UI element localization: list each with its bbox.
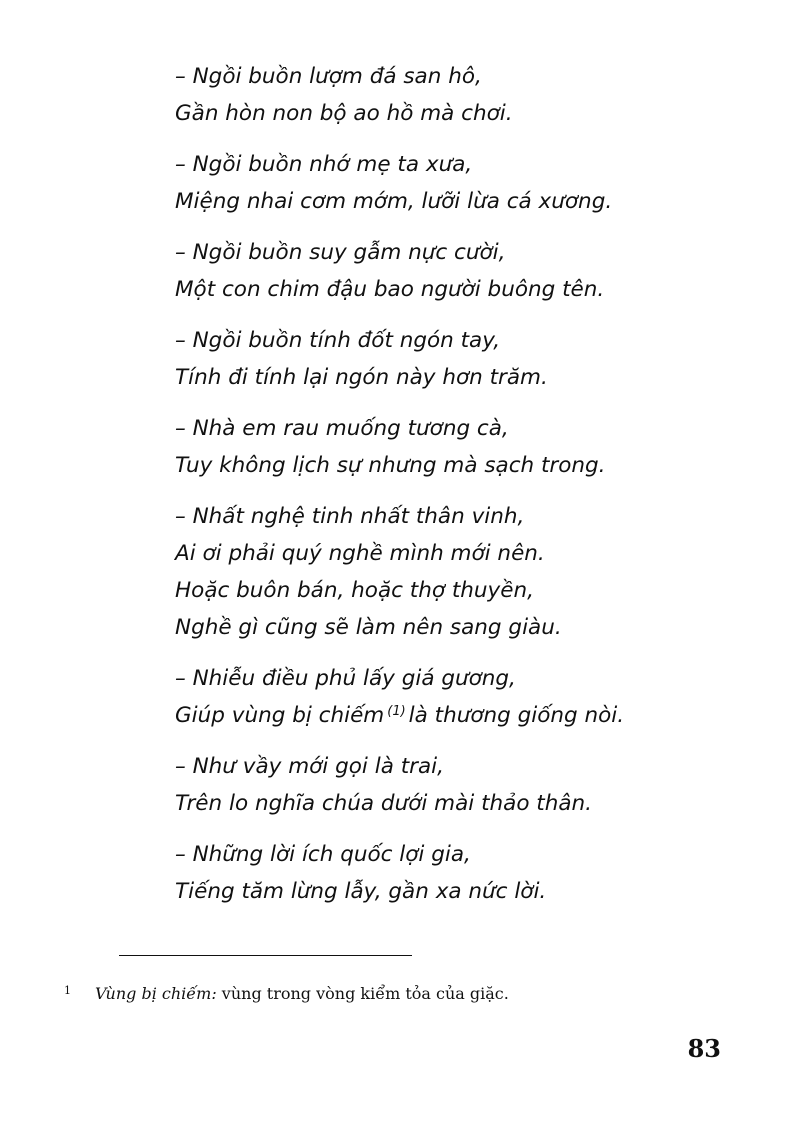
stanza-5: [175, 410, 735, 484]
poem-line: Tiếng tăm lừng lẫy, gần xa nức lời.: [175, 879, 547, 904]
stanza-8: [175, 748, 735, 822]
poem-line: – Như vầy mới gọi là trai,: [175, 754, 444, 779]
poem-line: Một con chim đậu bao người buông tên.: [175, 277, 605, 302]
poem-line: – Ngồi buồn nhớ mẹ ta xưa,: [175, 152, 473, 177]
footnote-ref-marker: (1): [387, 704, 406, 719]
stanza-2: [175, 146, 735, 220]
poem-line: Tính đi tính lại ngón này hơn trăm.: [175, 365, 548, 390]
poem-line: Hoặc buôn bán, hoặc thợ thuyền,: [175, 578, 534, 603]
page-number: 83: [687, 1034, 721, 1063]
stanza-4: [175, 322, 735, 396]
poem-line: Trên lo nghĩa chúa dưới mài thảo thân.: [175, 791, 592, 816]
ref-line-before: Giúp vùng bị chiếm: [175, 703, 385, 728]
poem-line: Miệng nhai cơm mớm, lưỡi lừa cá xương.: [175, 189, 613, 214]
poem-line: – Ngồi buồn tính đốt ngón tay,: [175, 328, 501, 353]
stanza-1: [175, 58, 735, 132]
footnote-text: vùng trong vòng kiểm tỏa của giặc.: [216, 984, 509, 1003]
poem-line: – Nhà em rau muống tương cà,: [175, 416, 509, 441]
stanza-9: [175, 836, 735, 910]
poem-line: – Những lời ích quốc lợi gia,: [175, 842, 471, 867]
footnote-number: 1: [64, 984, 71, 997]
footnote-term: Vùng bị chiếm:: [95, 984, 217, 1003]
footnote: [64, 984, 744, 1003]
poem-line-with-footnote-ref: [175, 697, 735, 734]
poem: [175, 58, 735, 924]
poem-line: Gần hòn non bộ ao hồ mà chơi.: [175, 101, 513, 126]
stanza-3: [175, 234, 735, 308]
footnote-divider: [119, 955, 412, 956]
poem-line: Tuy không lịch sự nhưng mà sạch trong.: [175, 453, 606, 478]
poem-line: – Nhất nghệ tinh nhất thân vinh,: [175, 504, 525, 529]
ref-line-after: là thương giống nòi.: [408, 703, 625, 728]
poem-line: Ai ơi phải quý nghề mình mới nên.: [175, 541, 545, 566]
poem-line: – Ngồi buồn suy gẫm nực cười,: [175, 240, 506, 265]
poem-line: – Ngồi buồn lượm đá san hô,: [175, 64, 482, 89]
stanza-7: [175, 660, 735, 734]
stanza-6: [175, 498, 735, 646]
poem-line: – Nhiễu điều phủ lấy giá gương,: [175, 666, 516, 691]
poem-line: Nghề gì cũng sẽ làm nên sang giàu.: [175, 615, 562, 640]
